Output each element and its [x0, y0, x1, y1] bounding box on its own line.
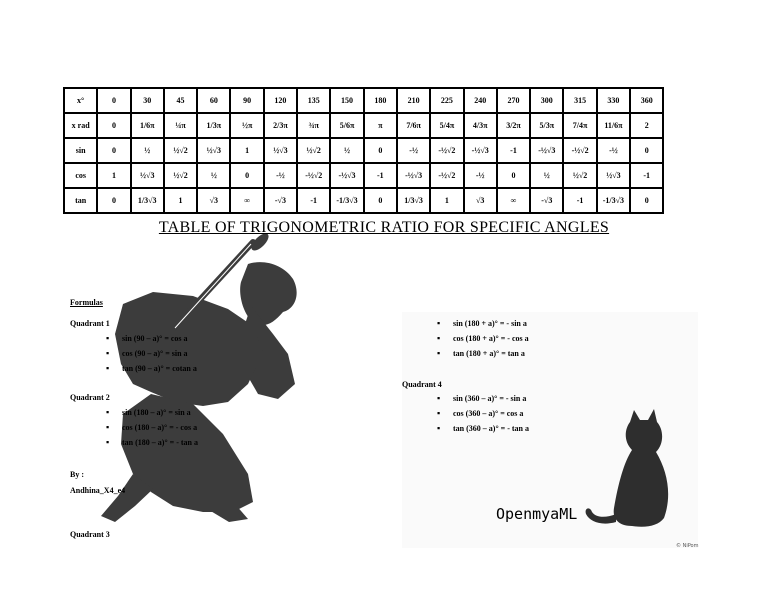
table-cell: 11/6π [597, 113, 630, 138]
table-cell: 330 [597, 88, 630, 113]
list-item: ▪ sin (360 – a)° = - sin a [437, 391, 529, 406]
page-title: TABLE OF TRIGONOMETRIC RATIO FOR SPECIFIC ANGLES [158, 219, 610, 236]
table-cell: ½√2 [164, 163, 197, 188]
table-row [64, 188, 663, 213]
table-cell: 1/3π [197, 113, 230, 138]
quadrant-4-list [437, 391, 529, 436]
quadrant-3-list [437, 316, 529, 361]
table-cell: 1/3√3 [131, 188, 164, 213]
list-item: ▪ cos (360 – a)° = cos a [437, 406, 529, 421]
table-cell: -1 [563, 188, 596, 213]
list-item: ▪ cos (180 – a)° = - cos a [106, 420, 198, 435]
list-item: ▪ tan (180 + a)° = tan a [437, 346, 529, 361]
table-cell: 210 [397, 88, 430, 113]
table-cell: 1 [164, 188, 197, 213]
table-cell: 60 [197, 88, 230, 113]
list-item: ▪ tan (180 – a)° = - tan a [106, 435, 198, 450]
table-cell: -1 [297, 188, 330, 213]
table-cell: 270 [497, 88, 530, 113]
table-cell: 150 [330, 88, 363, 113]
trig-table-body [64, 88, 663, 213]
quadrant-1-list [106, 331, 197, 376]
table-cell: 0 [630, 138, 663, 163]
table-cell: -½√2 [297, 163, 330, 188]
table-cell: ½√2 [563, 163, 596, 188]
author-name: Andhina_X4_e4 [70, 486, 126, 495]
table-cell: ½√3 [597, 163, 630, 188]
table-cell: -½√2 [430, 163, 463, 188]
table-cell: 4/3π [464, 113, 497, 138]
table-row [64, 163, 663, 188]
list-item: ▪ sin (180 – a)° = sin a [106, 405, 198, 420]
table-cell: 1 [97, 163, 130, 188]
table-cell: 1/3√3 [397, 188, 430, 213]
quadrant-2-list [106, 405, 198, 450]
row-header-cell: tan [64, 188, 97, 213]
table-cell: 120 [264, 88, 297, 113]
table-cell: 0 [97, 138, 130, 163]
table-cell: 0 [230, 163, 263, 188]
table-cell: ½√2 [164, 138, 197, 163]
table-cell: 225 [430, 88, 463, 113]
table-cell: -½√3 [464, 138, 497, 163]
table-cell: 30 [131, 88, 164, 113]
table-cell: -½√3 [330, 163, 363, 188]
quadrant-4-label: Quadrant 4 [402, 380, 442, 389]
table-cell: 1/6π [131, 113, 164, 138]
table-cell: ¼π [164, 113, 197, 138]
table-cell: -1 [364, 163, 397, 188]
table-cell: π [364, 113, 397, 138]
table-cell: 0 [97, 88, 130, 113]
table-cell: 300 [530, 88, 563, 113]
table-cell: 180 [364, 88, 397, 113]
table-cell: 45 [164, 88, 197, 113]
list-item: ▪ cos (180 + a)° = - cos a [437, 331, 529, 346]
table-cell: -√3 [530, 188, 563, 213]
table-cell: 5/6π [330, 113, 363, 138]
table-row [64, 138, 663, 163]
table-cell: 0 [630, 188, 663, 213]
table-cell: -1/3√3 [330, 188, 363, 213]
table-cell: 1 [430, 188, 463, 213]
table-cell: -√3 [264, 188, 297, 213]
table-cell: ½ [530, 163, 563, 188]
table-cell: -1 [497, 138, 530, 163]
table-cell: ∞ [497, 188, 530, 213]
quadrant-3-label: Quadrant 3 [70, 530, 110, 539]
table-cell: √3 [464, 188, 497, 213]
table-cell: -½√2 [430, 138, 463, 163]
table-cell: -1/3√3 [597, 188, 630, 213]
table-cell: 135 [297, 88, 330, 113]
table-cell: 0 [364, 138, 397, 163]
table-cell: √3 [197, 188, 230, 213]
table-cell: ½π [230, 113, 263, 138]
table-cell: -½√3 [530, 138, 563, 163]
table-cell: 1 [230, 138, 263, 163]
list-item: ▪ sin (180 + a)° = - sin a [437, 316, 529, 331]
table-cell: 240 [464, 88, 497, 113]
trig-ratio-table [63, 87, 664, 214]
copyright-note: © NiPom [676, 543, 699, 549]
table-cell: ½√3 [197, 138, 230, 163]
table-row [64, 113, 663, 138]
quadrant-1-label: Quadrant 1 [70, 319, 110, 328]
by-label: By : [70, 470, 84, 479]
table-cell: -½ [464, 163, 497, 188]
table-cell: 360 [630, 88, 663, 113]
table-cell: 2/3π [264, 113, 297, 138]
row-header-cell: sin [64, 138, 97, 163]
table-cell: 90 [230, 88, 263, 113]
table-cell: ½√2 [297, 138, 330, 163]
brand-logo: OpenmyaML [496, 505, 578, 523]
list-item: ▪ sin (90 – a)° = cos a [106, 331, 197, 346]
row-header-cell: x rad [64, 113, 97, 138]
list-item: ▪ tan (360 – a)° = - tan a [437, 421, 529, 436]
table-cell: 2 [630, 113, 663, 138]
table-cell: -½ [597, 138, 630, 163]
row-header-cell: cos [64, 163, 97, 188]
table-cell: ½ [131, 138, 164, 163]
table-cell: -½ [397, 138, 430, 163]
table-cell: 7/4π [563, 113, 596, 138]
table-cell: ¾π [297, 113, 330, 138]
table-cell: ½ [197, 163, 230, 188]
row-header-cell: x° [64, 88, 97, 113]
table-cell: 7/6π [397, 113, 430, 138]
table-cell: 0 [497, 163, 530, 188]
guitarist-silhouette-icon [63, 234, 323, 524]
table-cell: ½ [330, 138, 363, 163]
table-cell: ∞ [230, 188, 263, 213]
table-cell: ½√3 [131, 163, 164, 188]
table-row [64, 88, 663, 113]
table-cell: 3/2π [497, 113, 530, 138]
table-cell: -½ [264, 163, 297, 188]
table-cell: -1 [630, 163, 663, 188]
table-cell: 0 [97, 188, 130, 213]
table-cell: -½√3 [397, 163, 430, 188]
table-cell: ½√3 [264, 138, 297, 163]
formulas-heading: Formulas [70, 298, 103, 307]
table-cell: 5/3π [530, 113, 563, 138]
table-cell: 315 [563, 88, 596, 113]
table-cell: 0 [97, 113, 130, 138]
table-cell: 0 [364, 188, 397, 213]
list-item: ▪ tan (90 – a)° = cotan a [106, 361, 197, 376]
table-cell: -½√2 [563, 138, 596, 163]
quadrant-2-label: Quadrant 2 [70, 393, 110, 402]
list-item: ▪ cos (90 – a)° = sin a [106, 346, 197, 361]
table-cell: 5/4π [430, 113, 463, 138]
